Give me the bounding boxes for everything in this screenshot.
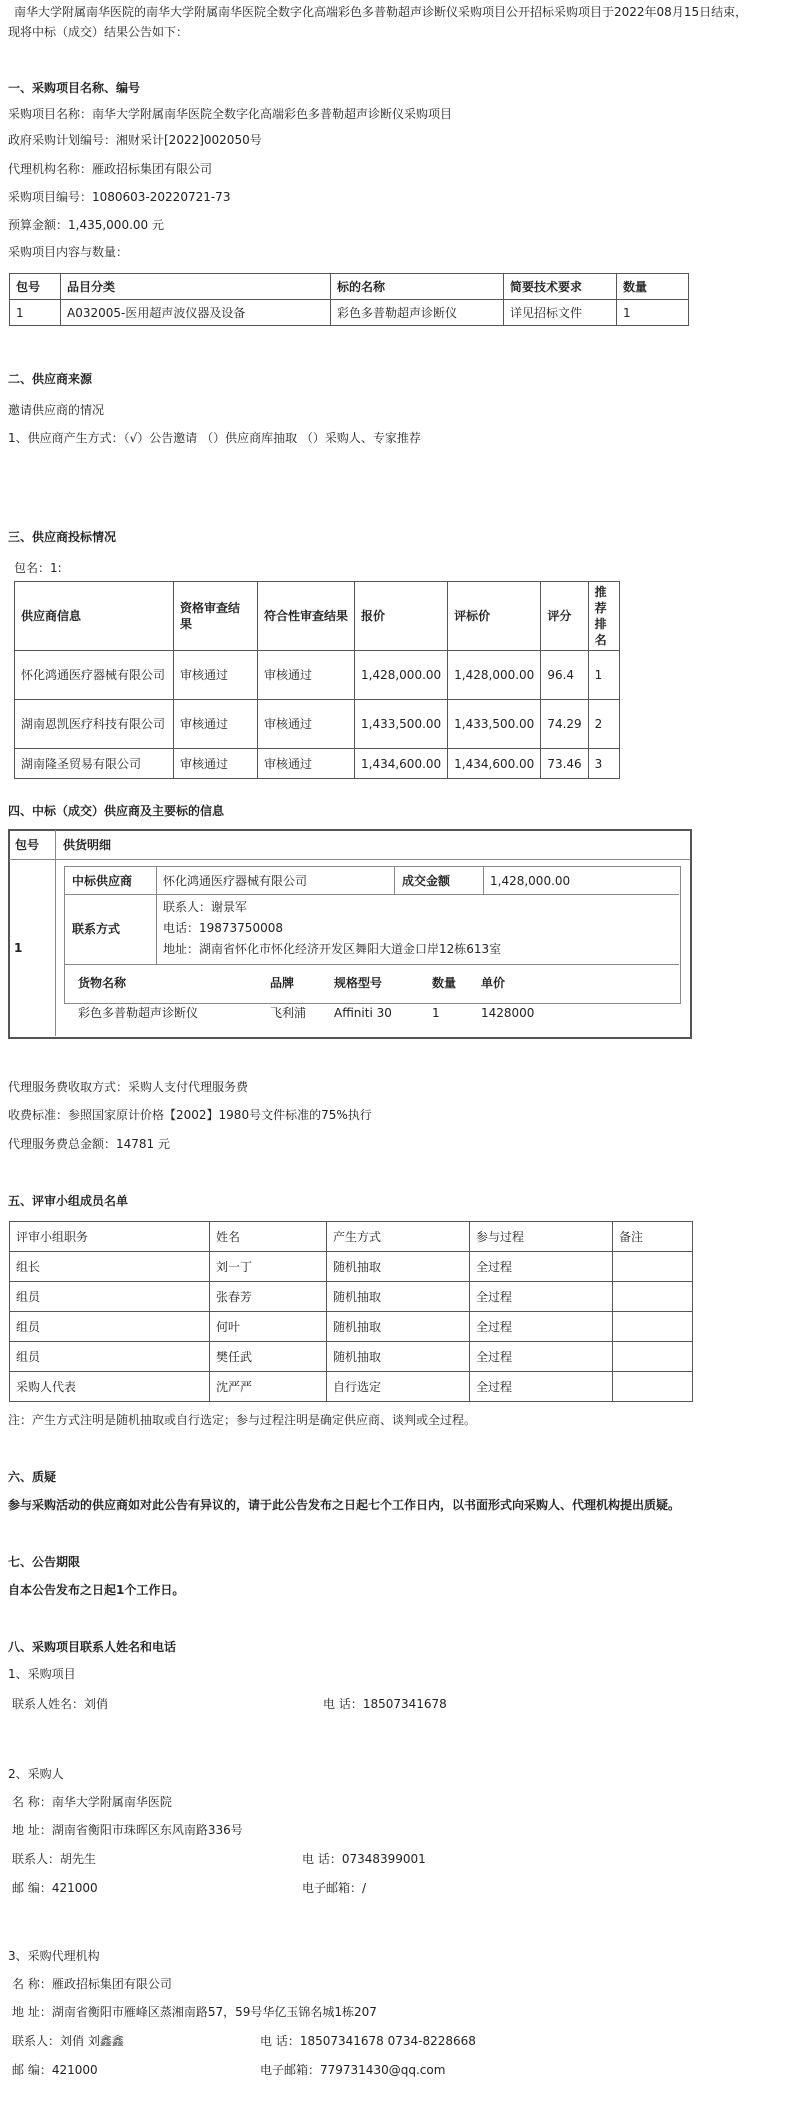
table-row <box>10 1312 693 1342</box>
purchaser-name: 名 称：南华大学附属南华医院 <box>12 1795 172 1809</box>
table-cell: 组长 <box>10 1252 210 1282</box>
table-cell: 审核通过 <box>174 651 258 700</box>
table-cell: 1 <box>617 300 689 326</box>
table-header: 参与过程 <box>470 1222 613 1252</box>
table-cell: 1,434,600.00 <box>448 749 541 779</box>
goods-header: 单价 <box>481 976 506 990</box>
bid-table <box>14 581 620 779</box>
award-detail-header: 供货明细 <box>63 838 112 852</box>
fee-standard: 收费标准：参照国家原计价格【2002】1980号文件标准的75%执行 <box>8 1108 372 1122</box>
table-cell: 3 <box>588 749 619 779</box>
content-label: 采购项目内容与数量： <box>8 245 129 259</box>
table-cell: 1,428,000.00 <box>448 651 541 700</box>
purchaser-address: 地 址：湖南省衡阳市珠晖区东风南路336号 <box>12 1823 243 1837</box>
table-cell: 彩色多普勒超声诊断仪 <box>331 300 504 326</box>
table-cell: 1 <box>588 651 619 700</box>
table-row <box>10 1372 693 1402</box>
table-cell: 74.29 <box>541 700 588 749</box>
table-cell: 组员 <box>10 1282 210 1312</box>
contact-address: 地址：湖南省怀化市怀化经济开发区舞阳大道金口岸12栋613室 <box>163 942 502 956</box>
review-note: 注：产生方式注明是随机抽取或自行选定；参与过程注明是确定供应商、谈判或全过程。 <box>8 1413 477 1427</box>
intro-line-2: 现将中标（成交）结果公告如下： <box>8 25 189 39</box>
amount-label-right-divider <box>483 866 484 894</box>
section-6-title: 六、质疑 <box>8 1470 57 1484</box>
review-panel-table <box>9 1221 693 1402</box>
project-contact-title: 1、采购项目 <box>8 1667 76 1681</box>
table-header: 包号 <box>10 274 61 300</box>
project-name: 采购项目名称：南华大学附属南华医院全数字化高端彩色多普勒超声诊断仪采购项目 <box>8 107 453 121</box>
fee-total: 代理服务费总金额：14781 元 <box>8 1137 170 1151</box>
table-cell: 刘一丁 <box>210 1252 327 1282</box>
table-cell: 何叶 <box>210 1312 327 1342</box>
table-cell: 73.46 <box>541 749 588 779</box>
table-cell: 全过程 <box>470 1372 613 1402</box>
table-header: 姓名 <box>210 1222 327 1252</box>
table-header: 产生方式 <box>327 1222 470 1252</box>
table-cell: 沈严严 <box>210 1372 327 1402</box>
table-row <box>10 1342 693 1372</box>
section-7-title: 七、公告期限 <box>8 1555 81 1569</box>
table-cell: 2 <box>588 700 619 749</box>
table-cell: 怀化鸿通医疗器械有限公司 <box>15 651 174 700</box>
notice-period-text: 自本公告发布之日起1个工作日。 <box>8 1583 185 1597</box>
table-cell: 审核通过 <box>258 700 355 749</box>
contact-row-divider <box>64 964 679 965</box>
table-header: 品目分类 <box>61 274 331 300</box>
goods-header: 货物名称 <box>78 976 127 990</box>
section-4-title: 四、中标（成交）供应商及主要标的信息 <box>8 804 225 818</box>
table-cell: 樊任武 <box>210 1342 327 1372</box>
table-header: 简要技术要求 <box>504 274 617 300</box>
amount-label-left-divider <box>394 866 395 894</box>
table-header: 报价 <box>355 582 448 651</box>
section-1-title: 一、采购项目名称、编号 <box>8 81 141 95</box>
agency-contact: 联系人：刘俏 刘鑫鑫 <box>12 2034 124 2048</box>
table-header: 评分 <box>541 582 588 651</box>
table-cell: A032005-医用超声波仪器及设备 <box>61 300 331 326</box>
section-5-title: 五、评审小组成员名单 <box>8 1194 129 1208</box>
table-row <box>10 1252 693 1282</box>
supplier-invitation: 邀请供应商的情况 <box>8 403 105 417</box>
goods-name: 彩色多普勒超声诊断仪 <box>78 1006 199 1020</box>
contact-phone: 电话：19873750008 <box>163 921 283 935</box>
table-cell: 随机抽取 <box>327 1312 470 1342</box>
table-cell: 1,434,600.00 <box>355 749 448 779</box>
project-number: 采购项目编号：1080603-20220721-73 <box>8 190 231 204</box>
winner-label: 中标供应商 <box>72 874 133 888</box>
goods-header: 品牌 <box>270 976 295 990</box>
purchaser-email: 电子邮箱：/ <box>302 1881 367 1895</box>
table-header: 评审小组职务 <box>10 1222 210 1252</box>
table-header: 符合性审查结果 <box>258 582 355 651</box>
award-divider <box>9 859 690 860</box>
agency-name: 代理机构名称：雁政招标集团有限公司 <box>8 162 213 176</box>
table-cell: 组员 <box>10 1342 210 1372</box>
table-cell: 随机抽取 <box>327 1342 470 1372</box>
winner-name: 怀化鸿通医疗器械有限公司 <box>163 874 308 888</box>
winner-label-divider <box>156 866 157 964</box>
fee-method: 代理服务费收取方式：采购人支付代理服务费 <box>8 1080 249 1094</box>
agency-zip: 邮 编：421000 <box>12 2063 98 2077</box>
table-cell: 96.4 <box>541 651 588 700</box>
intro-line-1: 南华大学附属南华医院的南华大学附属南华医院全数字化高端彩色多普勒超声诊断仪采购项目公开招标采购项目于2022年08月15日结束， <box>14 5 748 19</box>
goods-header: 规格型号 <box>334 976 383 990</box>
table-cell: 1,428,000.00 <box>355 651 448 700</box>
table-cell: 审核通过 <box>174 749 258 779</box>
goods-unit-price: 1428000 <box>481 1006 535 1020</box>
section-2-title: 二、供应商来源 <box>8 372 93 386</box>
agency-address: 地 址：湖南省衡阳市雁峰区蒸湘南路57，59号华亿玉锦名城1栋207 <box>12 2005 377 2019</box>
table-cell: 审核通过 <box>258 651 355 700</box>
table-cell <box>613 1312 693 1342</box>
project-contact-name: 联系人姓名：刘俏 <box>12 1697 109 1711</box>
plan-number: 政府采购计划编号：湘财采计[2022]002050号 <box>8 133 262 147</box>
table-header: 供应商信息 <box>15 582 174 651</box>
project-content-table <box>9 273 689 326</box>
table-cell: 1,433,500.00 <box>355 700 448 749</box>
table-cell <box>613 1252 693 1282</box>
agency-title: 3、采购代理机构 <box>8 1949 100 1963</box>
table-cell: 随机抽取 <box>327 1282 470 1312</box>
goods-header: 数量 <box>432 976 457 990</box>
table-cell: 审核通过 <box>258 749 355 779</box>
table-cell: 张春芳 <box>210 1282 327 1312</box>
table-cell: 全过程 <box>470 1312 613 1342</box>
table-cell: 随机抽取 <box>327 1252 470 1282</box>
budget-amount: 预算金额：1,435,000.00 元 <box>8 218 164 232</box>
table-cell <box>613 1372 693 1402</box>
agency-name-line: 名 称：雁政招标集团有限公司 <box>12 1977 172 1991</box>
table-cell: 全过程 <box>470 1342 613 1372</box>
section-8-title: 八、采购项目联系人姓名和电话 <box>8 1640 177 1654</box>
purchaser-phone: 电 话：07348399001 <box>302 1852 426 1866</box>
table-header: 资格审查结果 <box>174 582 258 651</box>
amount-label: 成交金额 <box>402 874 451 888</box>
award-column-divider <box>55 830 56 1036</box>
contact-person: 联系人：谢景军 <box>163 900 248 914</box>
agency-phone: 电 话：18507341678 0734-8228668 <box>260 2034 476 2048</box>
agency-email: 电子邮箱：779731430@qq.com <box>260 2063 446 2077</box>
goods-brand: 飞利浦 <box>270 1006 307 1020</box>
table-header: 数量 <box>617 274 689 300</box>
table-cell: 1 <box>10 300 61 326</box>
amount-value: 1,428,000.00 <box>490 874 571 888</box>
table-header: 评标价 <box>448 582 541 651</box>
table-cell: 全过程 <box>470 1252 613 1282</box>
table-cell <box>613 1342 693 1372</box>
table-row <box>10 300 689 326</box>
table-cell: 自行选定 <box>327 1372 470 1402</box>
package-name: 包名：1: <box>14 561 62 575</box>
table-row <box>10 1282 693 1312</box>
table-cell: 审核通过 <box>174 700 258 749</box>
section-3-title: 三、供应商投标情况 <box>8 530 117 544</box>
table-header: 标的名称 <box>331 274 504 300</box>
table-cell: 1,433,500.00 <box>448 700 541 749</box>
purchaser-contact: 联系人：胡先生 <box>12 1852 97 1866</box>
table-cell: 组员 <box>10 1312 210 1342</box>
table-row <box>15 749 620 779</box>
project-contact-phone: 电 话：18507341678 <box>323 1697 447 1711</box>
table-cell: 详见招标文件 <box>504 300 617 326</box>
purchaser-zip: 邮 编：421000 <box>12 1881 98 1895</box>
table-cell: 全过程 <box>470 1282 613 1312</box>
supplier-method: 1、供应商产生方式：（√）公告邀请 （）供应商库抽取 （）采购人、专家推荐 <box>8 431 421 445</box>
table-row <box>15 651 620 700</box>
award-package-number: 1 <box>14 941 23 955</box>
table-row <box>15 700 620 749</box>
table-header: 备注 <box>613 1222 693 1252</box>
table-cell: 湖南恩凯医疗科技有限公司 <box>15 700 174 749</box>
table-header: 推荐排名 <box>588 582 619 651</box>
goods-model: Affiniti 30 <box>334 1006 392 1020</box>
challenge-text: 参与采购活动的供应商如对此公告有异议的，请于此公告发布之日起七个工作日内，以书面形式向采购人、代理机构提出质疑。 <box>8 1498 681 1512</box>
table-cell <box>613 1282 693 1312</box>
contact-label: 联系方式 <box>72 922 121 936</box>
goods-quantity: 1 <box>432 1006 440 1020</box>
table-cell: 湖南隆圣贸易有限公司 <box>15 749 174 779</box>
table-cell: 采购人代表 <box>10 1372 210 1402</box>
purchaser-title: 2、采购人 <box>8 1767 64 1781</box>
award-package-header: 包号 <box>15 838 40 852</box>
